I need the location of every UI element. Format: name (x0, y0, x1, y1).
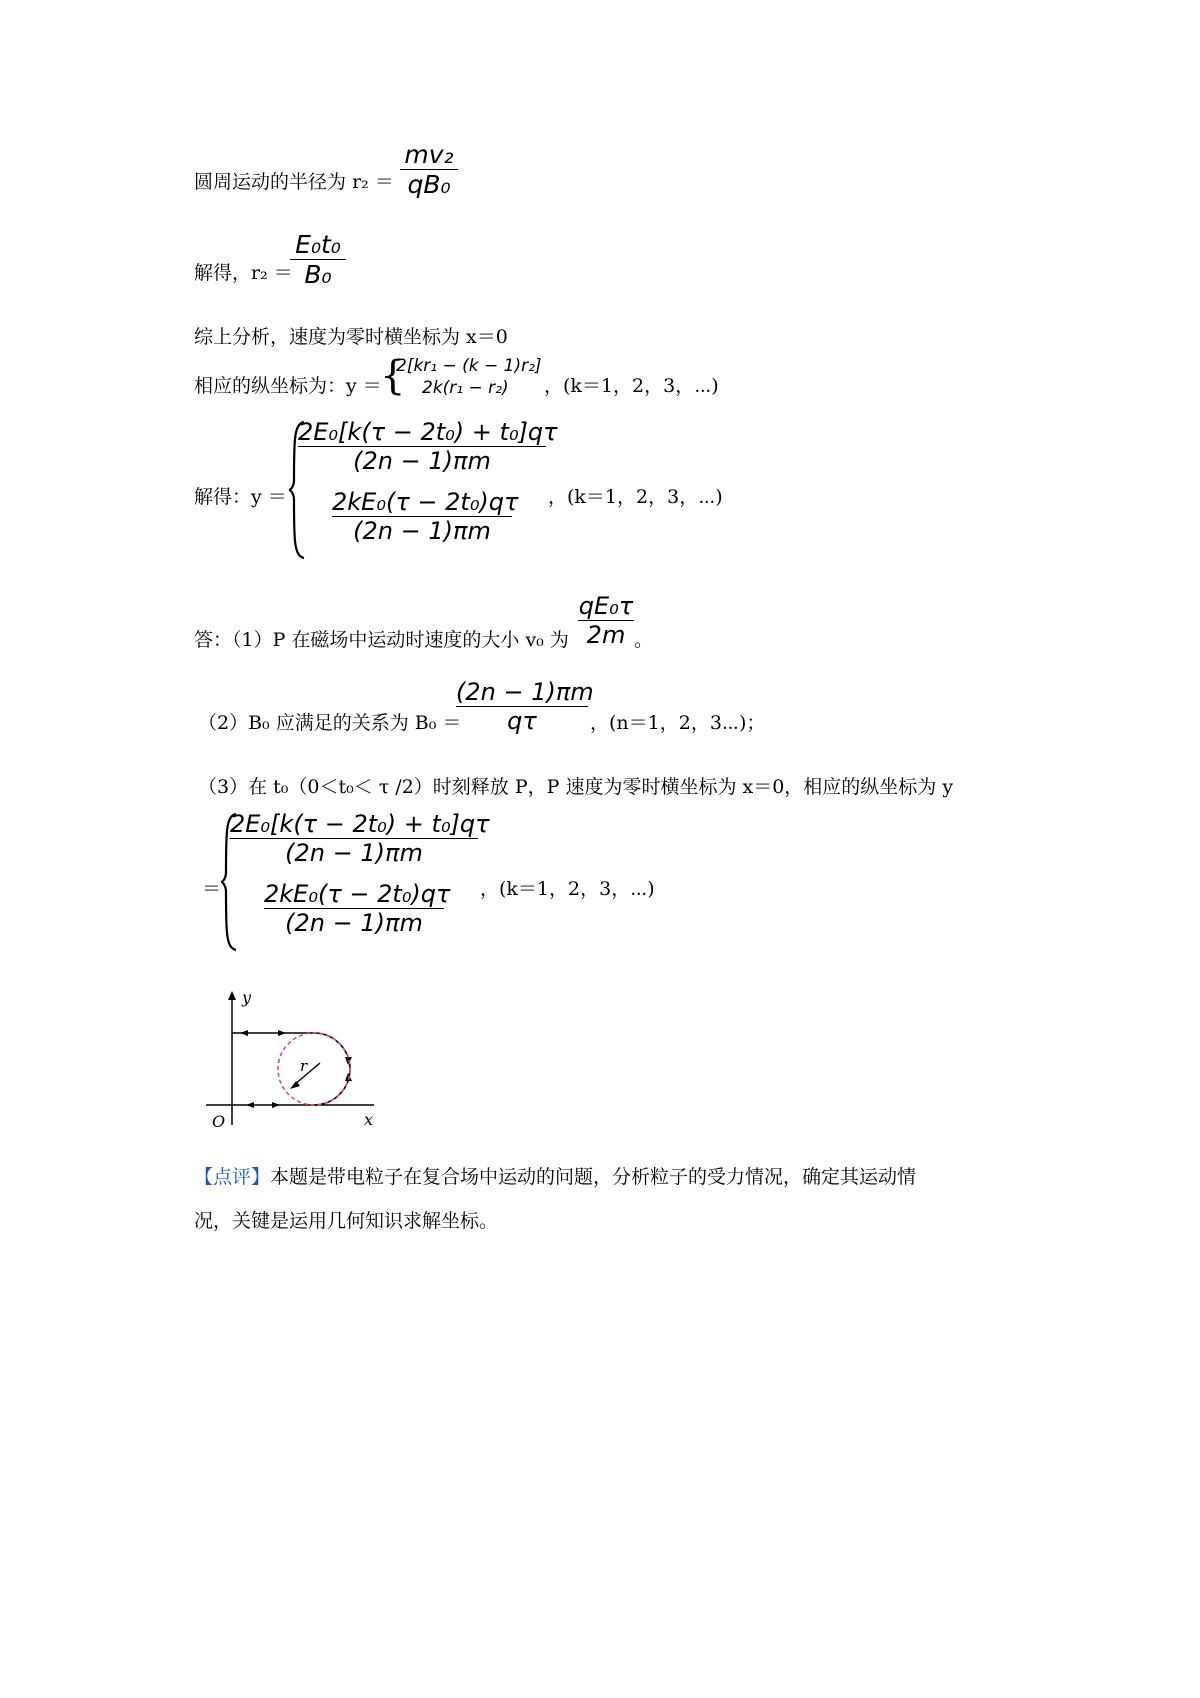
n-range: ，(n＝1，2，3⋯)； (590, 712, 766, 734)
origin-label: O (212, 1112, 226, 1131)
solve-label: 解得，r₂ ＝ (194, 262, 293, 284)
brace-small: { (380, 353, 406, 399)
k-range: ，(k＝1，2，3，⋯) (544, 375, 719, 397)
trajectory-figure (196, 985, 396, 1135)
y-fraction-2: 2kE₀(τ − 2t₀)qτ (2n − 1)πm (332, 488, 519, 545)
y-label: y (242, 988, 252, 1007)
answer-1-end: 。 (634, 629, 654, 651)
y-fraction-3: 2E₀[k(τ − 2t₀) + t₀]qτ (2n − 1)πm (230, 810, 490, 867)
summary-line: 综上分析，速度为零时横坐标为 x＝0 (194, 326, 508, 348)
k-range-2: ，(k＝1，2，3，⋯) (548, 486, 723, 508)
radius-fraction: mv₂ qB₀ (400, 140, 458, 199)
y-axis-arrow (228, 991, 236, 1000)
solve-y-label: 解得：y ＝ (194, 486, 287, 508)
answer-3: （3）在 t₀（0＜t₀＜ τ /2）时刻释放 P，P 速度为零时横坐标为 x＝0，相应的纵坐标为 y (198, 776, 954, 798)
y-fraction-4: 2kE₀(τ − 2t₀)qτ (2n − 1)πm (264, 880, 451, 937)
comment-line-1: 【点评】本题是带电粒子在复合场中运动的问题，分析粒子的受力情况，确定其运动情 (194, 1166, 917, 1188)
k-range-3: ，(k＝1，2，3，⋯) (480, 878, 655, 900)
semicircle-path (314, 1033, 350, 1105)
radius-text: r (300, 1057, 308, 1075)
r2-fraction: E₀t₀ B₀ (290, 230, 346, 289)
case-1: 2[kr₁ − (k − 1)r₂] (396, 356, 542, 376)
v0-fraction: qE₀τ 2m (578, 592, 634, 649)
y-fraction-1: 2E₀[k(τ − 2t₀) + t₀]qτ (2n − 1)πm (298, 418, 558, 475)
answer-2: （2）B₀ 应满足的关系为 B₀ ＝ (198, 712, 462, 734)
dashed-circle (278, 1033, 350, 1105)
answer-1: 答：（1）P 在磁场中运动时速度的大小 v₀ 为 (194, 629, 569, 651)
radius-label: 圆周运动的半径为 r₂ ＝ (194, 171, 394, 193)
answer-3-equals: ＝ (202, 878, 222, 900)
y-coordinate-label: 相应的纵坐标为：y ＝ (194, 375, 382, 397)
case-2: 2k(r₁ − r₂) (422, 378, 509, 398)
comment-tag: 【点评】 (194, 1166, 271, 1188)
comment-line-2: 况，关键是运用几何知识求解坐标。 (194, 1210, 499, 1232)
b0-fraction: (2n − 1)πm qτ (456, 678, 594, 735)
x-label: x (364, 1110, 374, 1129)
